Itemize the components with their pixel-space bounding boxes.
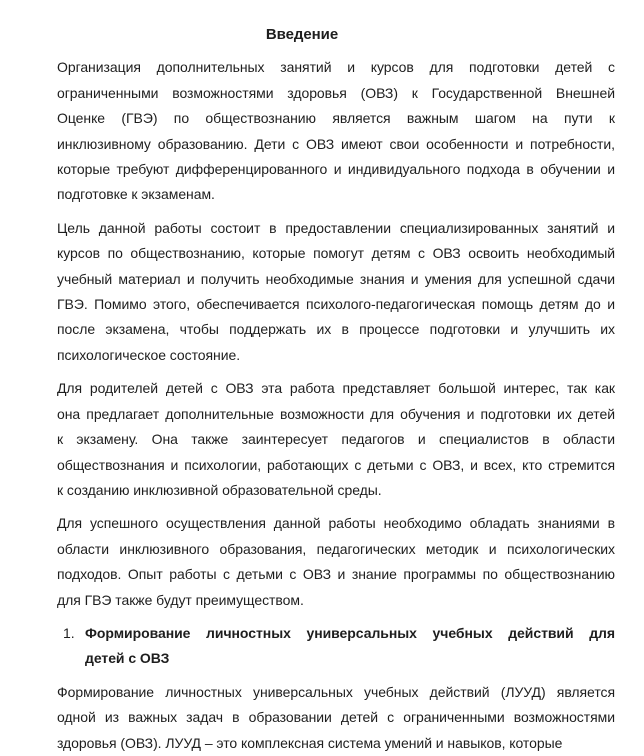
text-line: подготовке к экзаменам. [57,186,215,203]
text-line: обществознания и психологии, работающих с детьми с ОВЗ, и всех, кто стремится [57,456,615,473]
text-line: Оценке (ГВЭ) по обществознанию является важным шагом на пути к [57,110,615,127]
text-line: к созданию инклюзивной образовательной среды. [57,481,382,498]
text-line: после экзамена, чтобы поддержать их в процессе подготовки и улучшить их [57,321,615,338]
page-title: Введение [265,26,339,43]
text-line: подходов. Опыт работы с детьми с ОВЗ и знание программы по обществознанию [57,566,615,583]
text-line: Цель данной работы состоит в предоставлении специализированных занятий и [57,219,615,236]
paragraph [57,680,615,756]
paragraph [57,511,615,613]
text-line: одной из важных задач в образовании детей с ограниченными возможностями [57,709,615,726]
paragraph [57,376,615,503]
text-line: она предлагает дополнительные возможности для обучения и подготовки их детей [57,405,615,422]
text-line: психологическое состояние. [57,346,241,363]
text-line: к экзамену. Она также заинтересует педагогов и специалистов в области [57,431,615,448]
text-line: Организация дополнительных занятий и курсов для подготовки детей с [57,59,615,76]
text-line: ограниченными возможностями здоровья (ОВЗ) к Государственной Внешней [57,84,615,101]
text-line: для ГВЭ также будут преимуществом. [57,591,304,608]
heading-line: детей с ОВЗ [85,650,170,667]
text-line: Формирование личностных универсальных учебных действий (ЛУУД) является [57,683,615,700]
heading-line: Формирование личностных универсальных учебных действий для [85,624,615,641]
paragraph [57,55,615,207]
text-line: ГВЭ. Помимо этого, обеспечивается психолого-педагогическая помощь детям до и [57,296,615,313]
text-line: учебный материал и получить необходимые знания и умения для успешной сдачи [57,270,615,287]
text-line: Для успешного осуществления данной работы необходимо обладать знаниями в [57,515,615,532]
numbered-heading [63,621,615,672]
document-body [57,55,615,756]
text-line: инклюзивному образованию. Дети с ОВЗ имеют свои особенности и потребности, [57,135,615,152]
text-line: здоровья (ОВЗ). ЛУУД – это комплексная система умений и навыков, которые [57,734,563,751]
text-line: области инклюзивного образования, педагогических методик и психологических [57,540,615,557]
heading-number: 1. [63,624,75,641]
paragraph [57,216,615,368]
heading-text [85,621,615,672]
text-line: которые требуют дифференцированного и индивидуального подхода в обучении и [57,161,615,178]
text-line: курсов по обществознанию, которые помогут детям с ОВЗ освоить необходимый [57,245,615,262]
text-line: Для родителей детей с ОВЗ эта работа представляет большой интерес, так как [57,380,615,397]
